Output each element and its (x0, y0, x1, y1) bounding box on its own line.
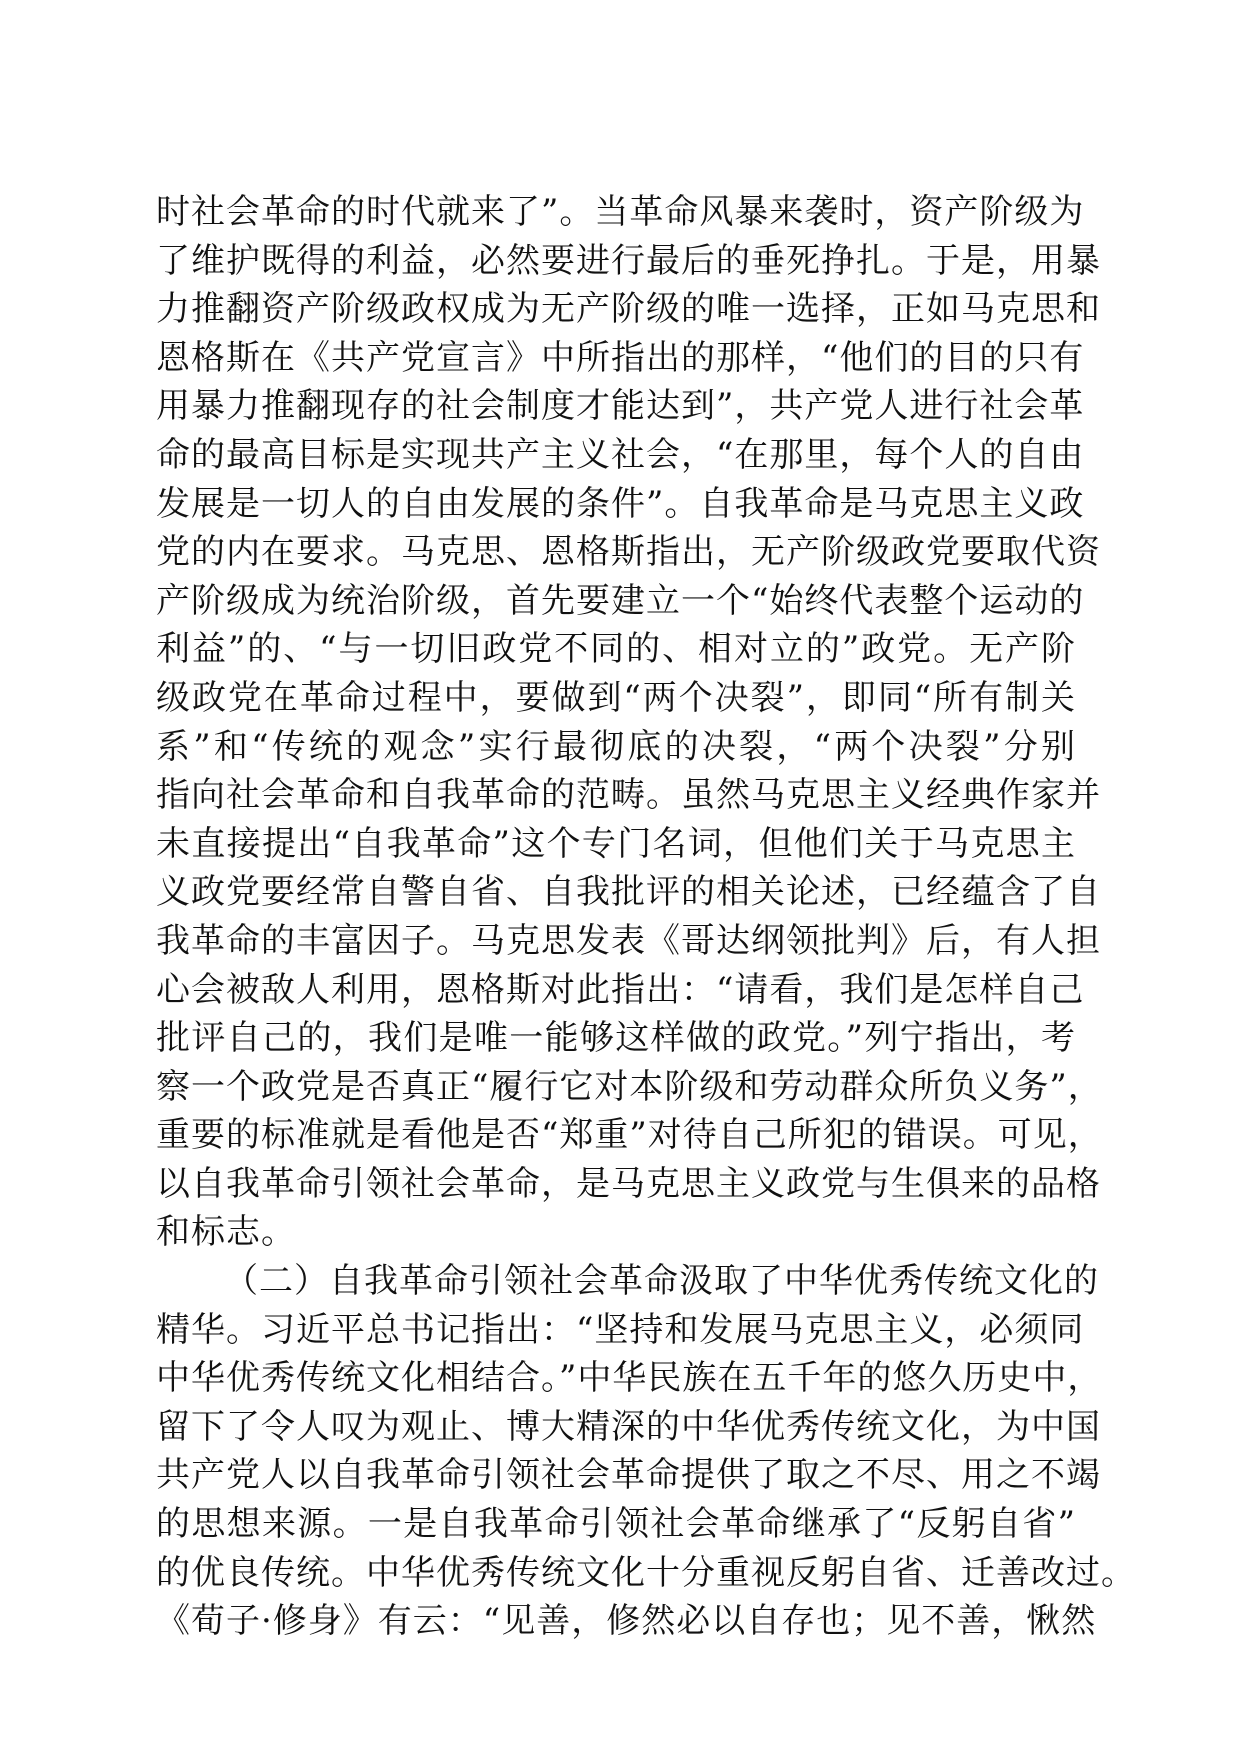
text-line: 指向社会革命和自我革命的范畴。虽然马克思主义经典作家并 (156, 775, 1101, 816)
text-line: 级政党在革命过程中，要做到“两个决裂”，即同“所有制关 (156, 677, 1076, 718)
text-line: 党的内在要求。马克思、恩格斯指出，无产阶级政党要取代资 (156, 532, 1101, 573)
text-line: 系”和“传统的观念”实行最彻底的决裂，“两个决裂”分别 (156, 726, 1076, 767)
section-heading-line: （二）自我革命引领社会革命汲取了中华优秀传统文化的 (224, 1261, 1099, 1302)
text-line: 留下了令人叹为观止、博大精深的中华优秀传统文化，为中国 (156, 1406, 1101, 1447)
text-line: 精华。习近平总书记指出：“坚持和发展马克思主义，必须同 (156, 1309, 1085, 1350)
paragraph-end-line: 和标志。 (156, 1212, 296, 1253)
text-line: 以自我革命引领社会革命，是马克思主义政党与生俱来的品格 (156, 1163, 1101, 1204)
document-body (156, 188, 1136, 1646)
text-line: 未直接提出“自我革命”这个专门名词，但他们关于马克思主 (156, 823, 1076, 864)
text-line: 恩格斯在《共产党宣言》中所指出的那样，“他们的目的只有 (156, 337, 1085, 378)
text-line: 用暴力推翻现存的社会制度才能达到”，共产党人进行社会革 (156, 386, 1085, 427)
text-line: 共产党人以自我革命引领社会革命提供了取之不尽、用之不竭 (156, 1455, 1101, 1496)
text-line: 我革命的丰富因子。马克思发表《哥达纲领批判》后，有人担 (156, 920, 1101, 961)
text-line: 力推翻资产阶级政权成为无产阶级的唯一选择，正如马克思和 (156, 289, 1101, 330)
text-line: 《荀子·修身》有云：“见善，修然必以自存也；见不善，愀然 (156, 1601, 1097, 1642)
text-line: 心会被敌人利用，恩格斯对此指出：“请看，我们是怎样自己 (156, 969, 1085, 1010)
text-line: 命的最高目标是实现共产主义社会，“在那里，每个人的自由 (156, 434, 1085, 475)
text-line: 义政党要经常自警自省、自我批评的相关论述，已经蕴含了自 (156, 872, 1101, 913)
text-line: 批评自己的，我们是唯一能够这样做的政党。”列宁指出，考 (156, 1018, 1076, 1059)
text-line: 中华优秀传统文化相结合。”中华民族在五千年的悠久历史中， (156, 1358, 1103, 1399)
text-line: 时社会革命的时代就来了”。当革命风暴来袭时，资产阶级为 (156, 192, 1085, 232)
text-line: 的思想来源。一是自我革命引领社会革命继承了“反躬自省” (156, 1504, 1076, 1545)
text-line: 产阶级成为统治阶级，首先要建立一个“始终代表整个运动的 (156, 580, 1085, 621)
text-line: 利益”的、“与一切旧政党不同的、相对立的”政党。无产阶 (156, 629, 1076, 670)
text-line: 的优良传统。中华优秀传统文化十分重视反躬自省、迁善改过。 (156, 1552, 1136, 1593)
text-line: 察一个政党是否真正“履行它对本阶级和劳动群众所负义务”， (156, 1066, 1103, 1107)
text-line: 发展是一切人的自由发展的条件”。自我革命是马克思主义政 (156, 483, 1085, 524)
text-line: 了维护既得的利益，必然要进行最后的垂死挣扎。于是，用暴 (156, 240, 1101, 281)
text-line: 重要的标准就是看他是否“郑重”对待自己所犯的错误。可见， (156, 1115, 1103, 1156)
